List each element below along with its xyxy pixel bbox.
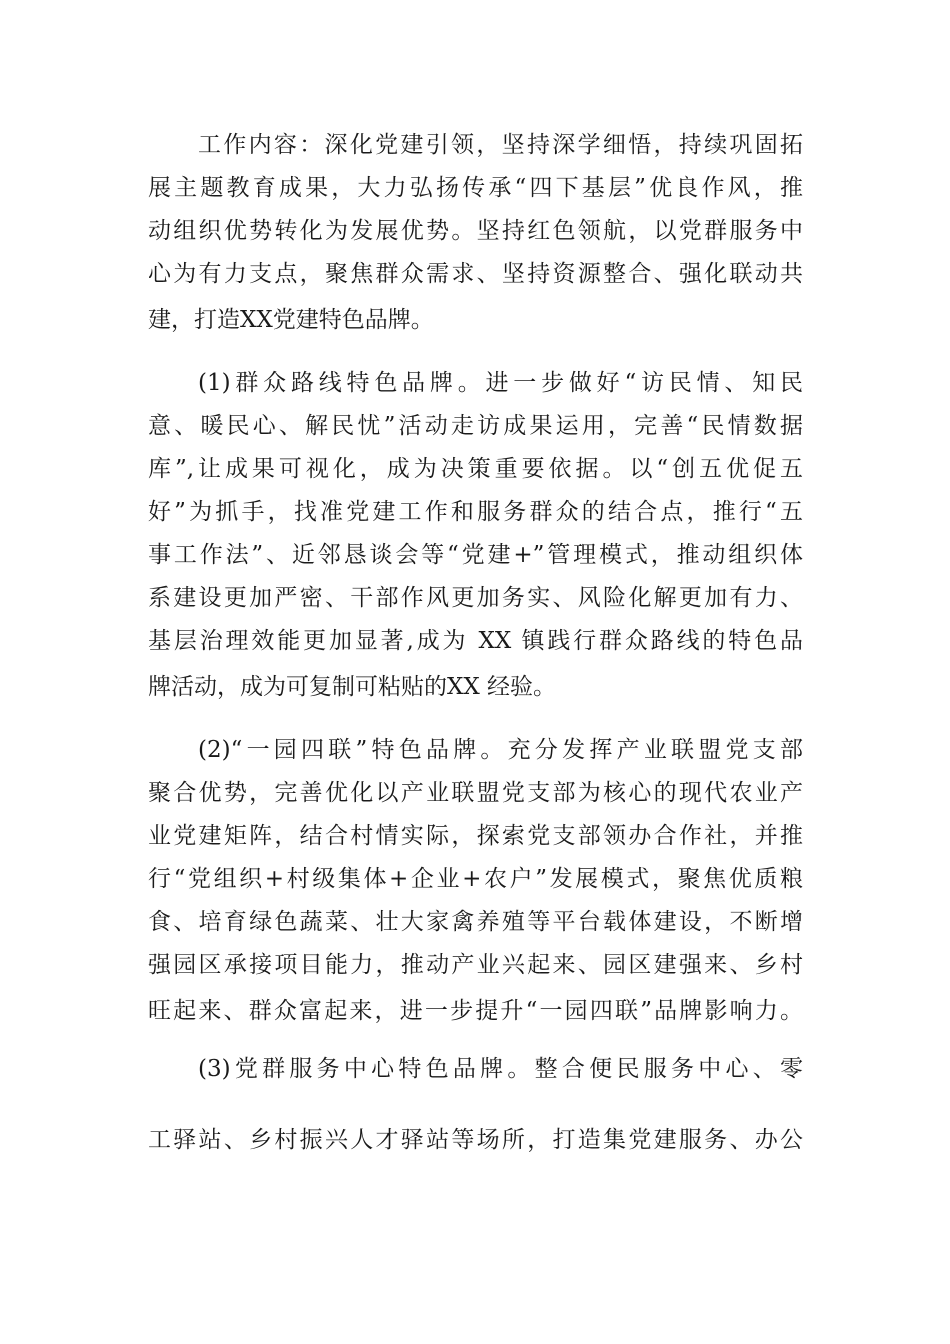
paragraph-4-line-1: (3)党群服务中心特色品牌。整合便民服务中心、零 — [198, 1056, 803, 1082]
paragraph-3-line-4: 行“党组织+村级集体+企业+农户”发展模式，聚焦优质粮 — [148, 866, 803, 892]
paragraph-2-line-2: 意、暖民心、解民忧”活动走访成果运用，完善“民情数据 — [148, 413, 803, 439]
paragraph-1-line-1: 工作内容：深化党建引领，坚持深学细悟，持续巩固拓 — [198, 132, 803, 158]
paragraph-2-line-7: 基层治理效能更加显著,成为 XX 镇践行群众路线的特色品 — [148, 628, 803, 654]
paragraph-3-line-6: 强园区承接项目能力，推动产业兴起来、园区建强来、乡村 — [148, 952, 803, 978]
paragraph-2-line-8: 牌活动，成为可复制可粘贴的XX 经验。 — [148, 674, 557, 700]
paragraph-3-line-3: 业党建矩阵，结合村情实际，探索党支部领办合作社，并推 — [148, 823, 803, 849]
paragraph-3-line-2: 聚合优势，完善优化以产业联盟党支部为核心的现代农业产 — [148, 780, 803, 806]
paragraph-2-line-4: 好”为抓手，找准党建工作和服务群众的结合点，推行“五 — [148, 499, 803, 525]
paragraph-4-line-2: 工驿站、乡村振兴人才驿站等场所，打造集党建服务、办公 — [148, 1127, 803, 1153]
paragraph-3-line-1: (2)“一园四联”特色品牌。充分发挥产业联盟党支部 — [198, 737, 803, 763]
paragraph-2-line-3: 库”,让成果可视化，成为决策重要依据。以“创五优促五 — [148, 456, 803, 482]
paragraph-1-line-3: 动组织优势转化为发展优势。坚持红色领航，以党群服务中 — [148, 218, 803, 244]
paragraph-2-line-6: 系建设更加严密、干部作风更加务实、风险化解更加有力、 — [148, 585, 803, 611]
paragraph-3-line-5: 食、培育绿色蔬菜、壮大家禽养殖等平台载体建设，不断增 — [148, 909, 803, 935]
paragraph-1-line-4: 心为有力支点，聚焦群众需求、坚持资源整合、强化联动共 — [148, 261, 803, 287]
paragraph-1-line-5: 建，打造XX党建特色品牌。 — [148, 307, 434, 333]
paragraph-2-line-1: (1)群众路线特色品牌。进一步做好“访民情、知民 — [198, 370, 803, 396]
paragraph-2-line-5: 事工作法”、近邻恳谈会等“党建+”管理模式，推动组织体 — [148, 542, 803, 568]
paragraph-1-line-2: 展主题教育成果，大力弘扬传承“四下基层”优良作风，推 — [148, 175, 803, 201]
paragraph-3-line-7: 旺起来、群众富起来，进一步提升“一园四联”品牌影响力。 — [148, 998, 803, 1024]
